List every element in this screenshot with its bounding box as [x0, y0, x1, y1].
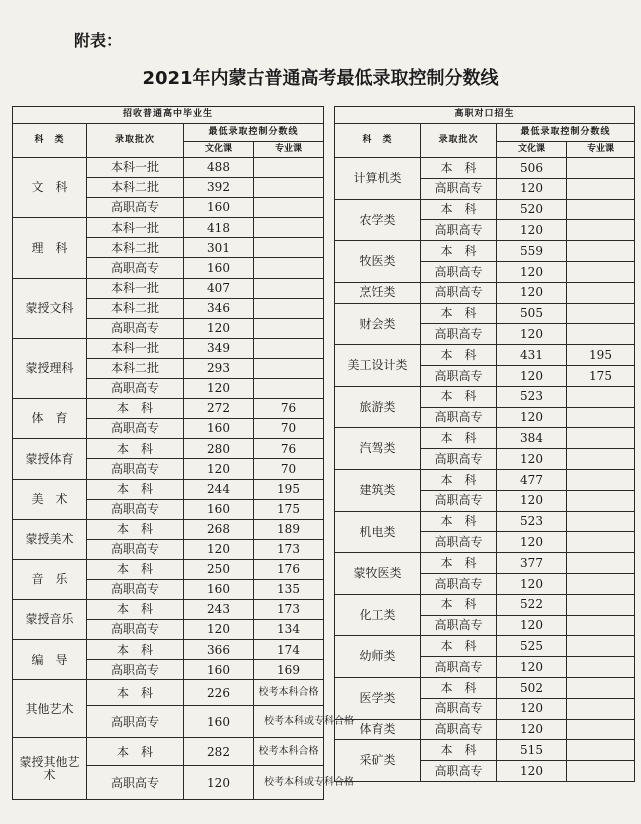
header-row [335, 124, 635, 142]
major-score-cell: 校考本科合格 [254, 680, 324, 706]
culture-score-cell: 160 [184, 419, 254, 439]
vocational-admission-table [334, 106, 635, 782]
culture-score-cell: 120 [497, 261, 567, 282]
level-cell: 高职高专 [421, 719, 497, 740]
category-cell: 美工设计类 [335, 345, 421, 387]
level-cell: 本 科 [87, 519, 184, 539]
culture-score-cell: 477 [497, 469, 567, 490]
header-row [13, 124, 324, 142]
level-cell: 本 科 [421, 199, 497, 220]
table-row [13, 680, 324, 706]
table-row [13, 338, 324, 358]
level-cell: 本 科 [421, 428, 497, 449]
culture-score-cell: 120 [497, 615, 567, 636]
culture-score-cell: 120 [497, 282, 567, 303]
culture-score-cell: 244 [184, 479, 254, 499]
major-score-cell: 134 [254, 620, 324, 640]
table-row [335, 594, 635, 615]
table-caption: 高职对口招生 [335, 107, 635, 124]
header-major: 专业课 [254, 142, 324, 158]
category-cell: 采矿类 [335, 740, 421, 782]
culture-score-cell: 366 [184, 640, 254, 660]
culture-score-cell: 120 [497, 324, 567, 345]
major-score-cell [567, 428, 635, 449]
level-cell: 本 科 [87, 399, 184, 419]
major-score-cell: 176 [254, 559, 324, 579]
category-cell: 旅游类 [335, 386, 421, 428]
culture-score-cell: 120 [497, 532, 567, 553]
major-score-cell: 校考本科或专科合格 [254, 706, 324, 738]
level-cell: 本 科 [421, 677, 497, 698]
category-cell: 蒙授其他艺术 [13, 738, 87, 800]
level-cell: 本 科 [87, 479, 184, 499]
table-row [13, 158, 324, 178]
header-culture: 文化课 [184, 142, 254, 158]
header-category: 科 类 [13, 124, 87, 158]
major-score-cell: 76 [254, 399, 324, 419]
major-score-cell [567, 282, 635, 303]
major-score-cell: 校考本科合格 [254, 738, 324, 766]
culture-score-cell: 349 [184, 338, 254, 358]
level-cell: 高职高专 [421, 282, 497, 303]
major-score-cell [567, 199, 635, 220]
major-score-cell [254, 298, 324, 318]
level-cell: 本科二批 [87, 358, 184, 378]
major-score-cell [567, 511, 635, 532]
major-score-cell [567, 490, 635, 511]
level-cell: 高职高专 [87, 198, 184, 218]
culture-score-cell: 523 [497, 386, 567, 407]
level-cell: 高职高专 [87, 379, 184, 399]
major-score-cell [567, 303, 635, 324]
major-score-cell: 校考本科或专科合格 [254, 766, 324, 800]
table-row [335, 158, 635, 179]
category-cell: 文 科 [13, 158, 87, 218]
table-row [13, 600, 324, 620]
major-score-cell [567, 615, 635, 636]
category-cell: 音 乐 [13, 559, 87, 599]
culture-score-cell: 559 [497, 241, 567, 262]
table-row [335, 469, 635, 490]
culture-score-cell: 506 [497, 158, 567, 179]
culture-score-cell: 243 [184, 600, 254, 620]
level-cell: 本 科 [421, 345, 497, 366]
culture-score-cell: 120 [497, 449, 567, 470]
major-score-cell [254, 318, 324, 338]
level-cell: 高职高专 [421, 761, 497, 782]
culture-score-cell: 120 [184, 539, 254, 559]
culture-score-cell: 120 [497, 365, 567, 386]
major-score-cell [567, 677, 635, 698]
culture-score-cell: 120 [497, 719, 567, 740]
header-score: 最低录取控制分数线 [184, 124, 324, 142]
level-cell: 本 科 [87, 640, 184, 660]
level-cell: 高职高专 [87, 706, 184, 738]
header-level: 录取批次 [421, 124, 497, 158]
culture-score-cell: 525 [497, 636, 567, 657]
major-score-cell: 175 [254, 499, 324, 519]
level-cell: 高职高专 [87, 579, 184, 599]
table-row [13, 218, 324, 238]
table-row [335, 719, 635, 740]
level-cell: 高职高专 [421, 220, 497, 241]
culture-score-cell: 488 [184, 158, 254, 178]
header-major: 专业课 [567, 142, 635, 158]
major-score-cell: 173 [254, 539, 324, 559]
table-row [13, 738, 324, 766]
level-cell: 本 科 [421, 386, 497, 407]
major-score-cell [567, 449, 635, 470]
major-score-cell [254, 238, 324, 258]
header-category: 科 类 [335, 124, 421, 158]
level-cell: 高职高专 [87, 318, 184, 338]
table-row [335, 199, 635, 220]
major-score-cell: 173 [254, 600, 324, 620]
level-cell: 高职高专 [421, 449, 497, 470]
culture-score-cell: 120 [497, 220, 567, 241]
culture-score-cell: 505 [497, 303, 567, 324]
culture-score-cell: 120 [497, 698, 567, 719]
major-score-cell [567, 178, 635, 199]
category-cell: 体 育 [13, 399, 87, 439]
culture-score-cell: 301 [184, 238, 254, 258]
culture-score-cell: 515 [497, 740, 567, 761]
category-cell: 计算机类 [335, 158, 421, 200]
culture-score-cell: 293 [184, 358, 254, 378]
category-cell: 理 科 [13, 218, 87, 278]
culture-score-cell: 120 [497, 407, 567, 428]
major-score-cell [567, 761, 635, 782]
major-score-cell [254, 338, 324, 358]
level-cell: 高职高专 [421, 615, 497, 636]
table-row [335, 553, 635, 574]
culture-score-cell: 523 [497, 511, 567, 532]
major-score-cell: 70 [254, 459, 324, 479]
category-cell: 编 导 [13, 640, 87, 680]
level-cell: 本 科 [421, 594, 497, 615]
category-cell: 建筑类 [335, 469, 421, 511]
major-score-cell [567, 719, 635, 740]
category-cell: 蒙授体育 [13, 439, 87, 479]
level-cell: 本 科 [421, 158, 497, 179]
major-score-cell [254, 218, 324, 238]
table-row [13, 519, 324, 539]
culture-score-cell: 418 [184, 218, 254, 238]
level-cell: 高职高专 [421, 407, 497, 428]
major-score-cell [567, 469, 635, 490]
major-score-cell [567, 386, 635, 407]
category-cell: 烹饪类 [335, 282, 421, 303]
culture-score-cell: 520 [497, 199, 567, 220]
table-row [13, 559, 324, 579]
culture-score-cell: 522 [497, 594, 567, 615]
table-row [335, 677, 635, 698]
culture-score-cell: 268 [184, 519, 254, 539]
major-score-cell [567, 698, 635, 719]
major-score-cell [567, 407, 635, 428]
level-cell: 本科一批 [87, 218, 184, 238]
major-score-cell: 189 [254, 519, 324, 539]
table-row [335, 282, 635, 303]
level-cell: 本科一批 [87, 278, 184, 298]
category-cell: 医学类 [335, 677, 421, 719]
major-score-cell [567, 657, 635, 678]
level-cell: 高职高专 [87, 766, 184, 800]
level-cell: 本 科 [421, 469, 497, 490]
header-score: 最低录取控制分数线 [497, 124, 635, 142]
table-row [335, 241, 635, 262]
level-cell: 高职高专 [421, 657, 497, 678]
culture-score-cell: 160 [184, 198, 254, 218]
culture-score-cell: 346 [184, 298, 254, 318]
level-cell: 本科一批 [87, 158, 184, 178]
table-row [335, 386, 635, 407]
culture-score-cell: 282 [184, 738, 254, 766]
culture-score-cell: 120 [184, 318, 254, 338]
table-row [13, 439, 324, 459]
culture-score-cell: 407 [184, 278, 254, 298]
level-cell: 本 科 [87, 738, 184, 766]
caption-row [335, 107, 635, 124]
culture-score-cell: 120 [497, 761, 567, 782]
major-score-cell [567, 573, 635, 594]
general-admission-table [12, 106, 354, 800]
culture-score-cell: 280 [184, 439, 254, 459]
culture-score-cell: 160 [184, 258, 254, 278]
culture-score-cell: 160 [184, 579, 254, 599]
major-score-cell [254, 358, 324, 378]
level-cell: 高职高专 [87, 620, 184, 640]
category-cell: 蒙授美术 [13, 519, 87, 559]
major-score-cell [254, 258, 324, 278]
level-cell: 本 科 [421, 511, 497, 532]
level-cell: 高职高专 [421, 324, 497, 345]
page-title: 2021年内蒙古普通高考最低录取控制分数线 [142, 68, 499, 89]
culture-score-cell: 120 [184, 459, 254, 479]
level-cell: 高职高专 [421, 178, 497, 199]
major-score-cell: 135 [254, 579, 324, 599]
table-row [335, 303, 635, 324]
major-score-cell [567, 220, 635, 241]
table-row [13, 399, 324, 419]
major-score-cell: 195 [567, 345, 635, 366]
culture-score-cell: 160 [184, 660, 254, 680]
level-cell: 本 科 [421, 636, 497, 657]
table-row [335, 636, 635, 657]
level-cell: 高职高专 [87, 419, 184, 439]
culture-score-cell: 431 [497, 345, 567, 366]
major-score-cell: 76 [254, 439, 324, 459]
level-cell: 高职高专 [421, 573, 497, 594]
table-row [335, 428, 635, 449]
category-cell: 农学类 [335, 199, 421, 241]
level-cell: 本 科 [421, 740, 497, 761]
category-cell: 美 术 [13, 479, 87, 519]
header-culture: 文化课 [497, 142, 567, 158]
major-score-cell: 70 [254, 419, 324, 439]
level-cell: 本 科 [87, 600, 184, 620]
major-score-cell [254, 198, 324, 218]
culture-score-cell: 120 [497, 657, 567, 678]
category-cell: 幼师类 [335, 636, 421, 678]
level-cell: 高职高专 [87, 539, 184, 559]
category-cell: 蒙授音乐 [13, 600, 87, 640]
level-cell: 高职高专 [421, 261, 497, 282]
major-score-cell: 175 [567, 365, 635, 386]
table-row [13, 479, 324, 499]
table-caption: 招收普通高中毕业生 [13, 107, 324, 124]
culture-score-cell: 160 [184, 706, 254, 738]
major-score-cell [254, 178, 324, 198]
major-score-cell [567, 261, 635, 282]
culture-score-cell: 120 [184, 620, 254, 640]
attachment-label: 附表： [74, 31, 123, 50]
level-cell: 高职高专 [87, 459, 184, 479]
category-cell: 其他艺术 [13, 680, 87, 738]
culture-score-cell: 250 [184, 559, 254, 579]
level-cell: 本 科 [421, 303, 497, 324]
major-score-cell [567, 594, 635, 615]
major-score-cell: 195 [254, 479, 324, 499]
culture-score-cell: 160 [184, 499, 254, 519]
level-cell: 本科二批 [87, 178, 184, 198]
major-score-cell [567, 158, 635, 179]
level-cell: 高职高专 [421, 365, 497, 386]
culture-score-cell: 120 [497, 490, 567, 511]
major-score-cell [567, 740, 635, 761]
major-score-cell [567, 636, 635, 657]
category-cell: 财会类 [335, 303, 421, 345]
major-score-cell: 169 [254, 660, 324, 680]
category-cell: 化工类 [335, 594, 421, 636]
culture-score-cell: 120 [497, 178, 567, 199]
level-cell: 高职高专 [87, 258, 184, 278]
category-cell: 体育类 [335, 719, 421, 740]
culture-score-cell: 120 [497, 573, 567, 594]
category-cell: 汽驾类 [335, 428, 421, 470]
level-cell: 高职高专 [87, 660, 184, 680]
major-score-cell [567, 532, 635, 553]
level-cell: 本 科 [87, 439, 184, 459]
culture-score-cell: 226 [184, 680, 254, 706]
header-level: 录取批次 [87, 124, 184, 158]
level-cell: 本 科 [421, 241, 497, 262]
major-score-cell [254, 278, 324, 298]
culture-score-cell: 120 [184, 379, 254, 399]
category-cell: 蒙授理科 [13, 338, 87, 398]
category-cell: 牧医类 [335, 241, 421, 283]
major-score-cell [567, 324, 635, 345]
culture-score-cell: 272 [184, 399, 254, 419]
table-row [335, 345, 635, 366]
table-row [13, 278, 324, 298]
level-cell: 本科二批 [87, 238, 184, 258]
culture-score-cell: 392 [184, 178, 254, 198]
table-row [335, 511, 635, 532]
major-score-cell: 174 [254, 640, 324, 660]
level-cell: 高职高专 [421, 490, 497, 511]
level-cell: 高职高专 [421, 698, 497, 719]
culture-score-cell: 377 [497, 553, 567, 574]
level-cell: 高职高专 [87, 499, 184, 519]
culture-score-cell: 120 [184, 766, 254, 800]
culture-score-cell: 502 [497, 677, 567, 698]
category-cell: 蒙授文科 [13, 278, 87, 338]
caption-row [13, 107, 324, 124]
level-cell: 本科一批 [87, 338, 184, 358]
table-row [335, 740, 635, 761]
major-score-cell [567, 553, 635, 574]
category-cell: 蒙牧医类 [335, 553, 421, 595]
category-cell: 机电类 [335, 511, 421, 553]
culture-score-cell: 384 [497, 428, 567, 449]
major-score-cell [567, 241, 635, 262]
level-cell: 本 科 [421, 553, 497, 574]
level-cell: 本 科 [87, 680, 184, 706]
level-cell: 本 科 [87, 559, 184, 579]
level-cell: 本科二批 [87, 298, 184, 318]
table-row [13, 640, 324, 660]
major-score-cell [254, 379, 324, 399]
major-score-cell [254, 158, 324, 178]
level-cell: 高职高专 [421, 532, 497, 553]
